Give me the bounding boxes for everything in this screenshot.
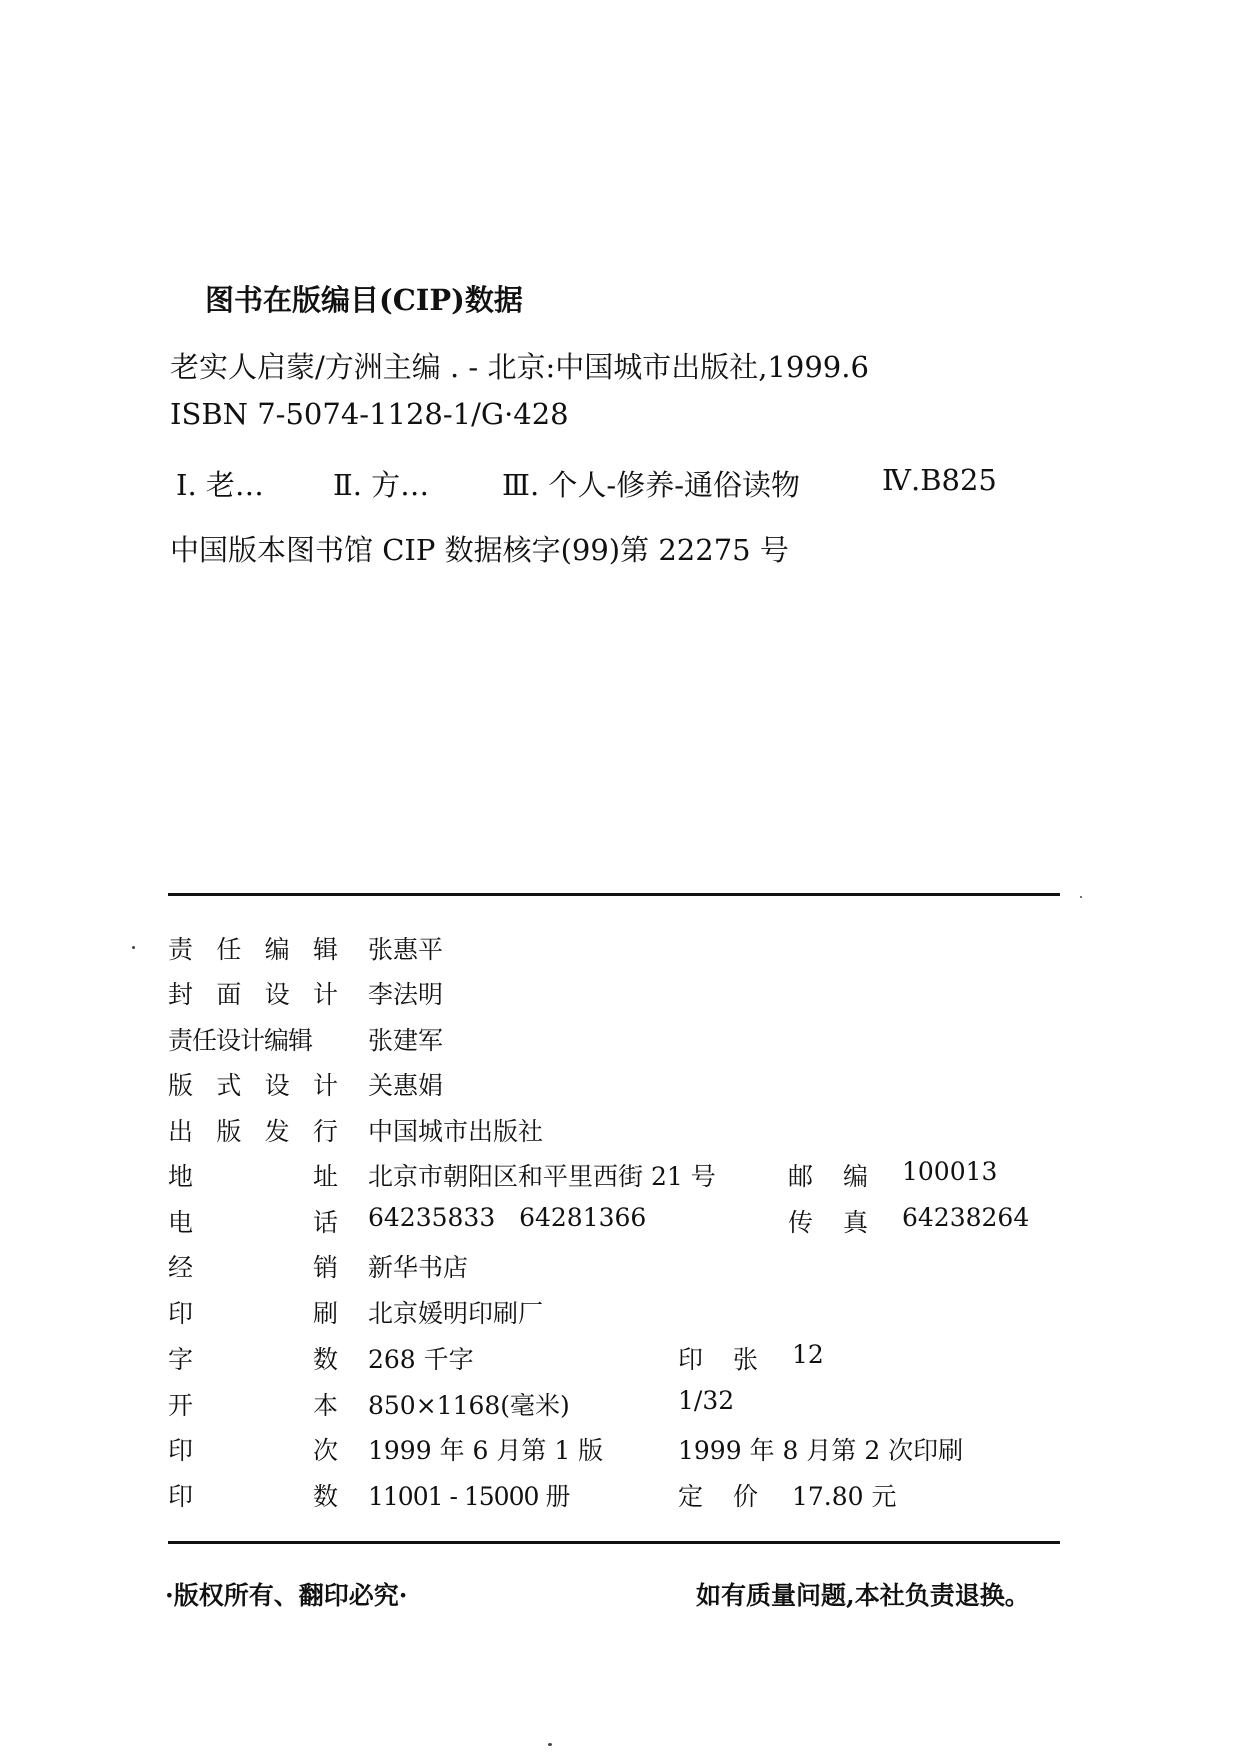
top-rule bbox=[168, 893, 1060, 896]
phone-value: 64235833 64281366 bbox=[368, 1203, 647, 1232]
sheets-value: 12 bbox=[792, 1340, 824, 1369]
word-count-value: 268 千字 bbox=[368, 1345, 474, 1374]
copyright-notice: ·版权所有、翻印必究· bbox=[165, 1581, 408, 1610]
edition-label: 印 次 bbox=[168, 1436, 338, 1465]
publisher-value: 中国城市出版社 bbox=[368, 1117, 544, 1146]
scan-speck bbox=[132, 946, 135, 949]
design-editor-label: 责任设计编辑 bbox=[168, 1026, 313, 1055]
cip-class-2: Ⅱ. 方… bbox=[333, 468, 430, 502]
design-editor-value: 张建军 bbox=[368, 1026, 444, 1055]
postcode-label: 邮 编 bbox=[788, 1162, 868, 1191]
address-label: 地 址 bbox=[168, 1162, 338, 1191]
cip-class-3: Ⅲ. 个人-修养-通俗读物 bbox=[502, 468, 801, 502]
word-count-label: 字 数 bbox=[168, 1345, 338, 1374]
publisher-label: 出 版 发 行 bbox=[168, 1117, 338, 1146]
cip-title-line: 老实人启蒙/方洲主编 . - 北京:中国城市出版社,1999.6 bbox=[170, 350, 869, 384]
fax-value: 64238264 bbox=[902, 1203, 1030, 1232]
copies-label: 印 数 bbox=[168, 1482, 338, 1511]
bottom-rule bbox=[168, 1541, 1060, 1544]
cip-title: 图书在版编目(CIP)数据 bbox=[205, 283, 523, 317]
editor-label: 责 任 编 辑 bbox=[168, 935, 338, 964]
quality-notice: 如有质量问题,本社负责退换。 bbox=[696, 1581, 1030, 1610]
cip-isbn: ISBN 7-5074-1128-1/G·428 bbox=[170, 397, 569, 431]
format-value: 850×1168(毫米) bbox=[368, 1391, 570, 1420]
cip-class-1: Ⅰ. 老… bbox=[176, 468, 264, 502]
cip-class-4: Ⅳ.B825 bbox=[882, 463, 997, 497]
format-label: 开 本 bbox=[168, 1391, 338, 1420]
cip-number: 中国版本图书馆 CIP 数据核字(99)第 22275 号 bbox=[170, 533, 789, 567]
address-value: 北京市朝阳区和平里西街 21 号 bbox=[368, 1162, 716, 1191]
sheets-label: 印 张 bbox=[678, 1345, 758, 1374]
distributor-label: 经 销 bbox=[168, 1253, 338, 1282]
fax-label: 传 真 bbox=[788, 1208, 868, 1237]
printer-value: 北京媛明印刷厂 bbox=[368, 1299, 544, 1328]
cover-design-label: 封 面 设 计 bbox=[168, 980, 338, 1009]
layout-design-label: 版 式 设 计 bbox=[168, 1071, 338, 1100]
price-value: 17.80 元 bbox=[792, 1482, 897, 1511]
scan-speck bbox=[548, 1743, 552, 1746]
impression-value: 1999 年 8 月第 2 次印刷 bbox=[678, 1436, 964, 1465]
editor-value: 张惠平 bbox=[368, 935, 444, 964]
distributor-value: 新华书店 bbox=[368, 1253, 469, 1282]
layout-design-value: 关惠娟 bbox=[368, 1071, 444, 1100]
printer-label: 印 刷 bbox=[168, 1299, 338, 1328]
cover-design-value: 李法明 bbox=[368, 980, 444, 1009]
edition-value: 1999 年 6 月第 1 版 bbox=[368, 1436, 604, 1465]
copies-value: 11001 - 15000 册 bbox=[368, 1482, 570, 1511]
scan-speck bbox=[1080, 896, 1082, 898]
format-fraction: 1/32 bbox=[678, 1386, 735, 1415]
price-label: 定 价 bbox=[678, 1482, 758, 1511]
phone-label: 电 话 bbox=[168, 1208, 338, 1237]
postcode-value: 100013 bbox=[902, 1157, 998, 1186]
